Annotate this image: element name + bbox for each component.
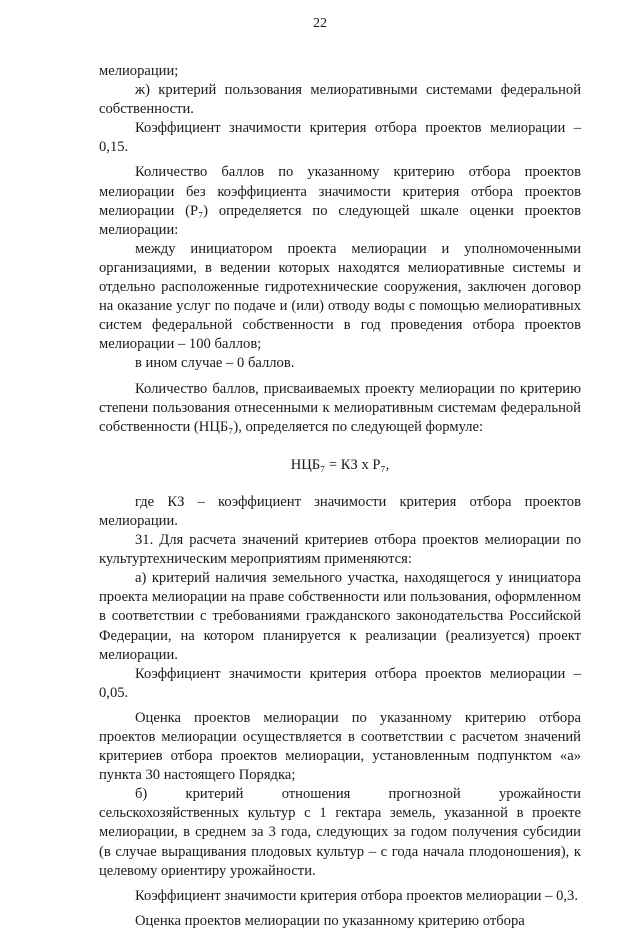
paragraph: ж) критерий пользования мелиоративными системами федеральной собственности.: [99, 82, 581, 118]
paragraph: мелиорации;: [99, 63, 179, 79]
paragraph: Коэффициент значимости критерия отбора проектов мелиорации – 0,3.: [135, 887, 578, 904]
paragraph: в ином случае – 0 баллов.: [135, 355, 295, 372]
paragraph: б) критерий отношения прогнозной урожайности сельскохозяйственных культур с 1 гектара земель, указанной в проекте мелиорации, в среднем за 3 года, следующих за годом получения субсидии (в случае выращивания плодовых культур – с года начала плодоношения), к целевому ориентиру урожайности.: [99, 786, 581, 879]
paragraph: Оценка проектов мелиорации по указанному критерию отбора: [135, 912, 525, 929]
paragraph: 31. Для расчета значений критериев отбора проектов мелиорации по культуртехническим мероприятиям применяются:: [99, 532, 581, 568]
paragraph: Количество баллов, присваиваемых проекту мелиорации по критерию степени пользования отнесенными к мелиоративным системам федеральной собственности (НЦБ₇), определяется по следующей формуле:: [99, 380, 581, 435]
page-number: 22: [313, 16, 327, 31]
paragraph: Оценка проектов мелиорации по указанному критерию отбора проектов мелиорации осуществляется в соответствии с расчетом значений критериев отбора проектов мелиорации, установленным подпунктом «а» пункта 30 настоящего Порядка;: [99, 709, 581, 784]
paragraph: Количество баллов по указанному критерию отбора проектов мелиорации без коэффициента значимости критерия отбора проектов мелиорации (Р₇) определяется по следующей шкале оценки проектов мелиорации:: [99, 164, 581, 238]
paragraph: Коэффициент значимости критерия отбора проектов мелиорации – 0,05.: [99, 665, 581, 701]
paragraph: между инициатором проекта мелиорации и уполномоченными организациями, в ведении которых находятся мелиоративные системы и отдельно расположенные гидротехнические сооружения, заключен договор на оказание услуг по подаче и (или) отводу воды с помощью мелиоративных систем федеральной собственности в год проведения отбора проектов мелиорации – 100 баллов;: [99, 240, 581, 353]
paragraph: а) критерий наличия земельного участка, находящегося у инициатора проекта мелиорации на праве собственности или пользования, оформленном в соответствии с требованиями гражданского законодательства Российской Федерации, на котором планируется к реализации (реализуется) проект мелиорации.: [99, 570, 581, 663]
paragraph: Коэффициент значимости критерия отбора проектов мелиорации – 0,15.: [99, 120, 581, 156]
paragraph: где КЗ – коэффициент значимости критерия отбора проектов мелиорации.: [99, 493, 581, 529]
document-body: [99, 62, 581, 931]
formula: НЦБ₇ = КЗ x Р₇,: [290, 456, 390, 473]
